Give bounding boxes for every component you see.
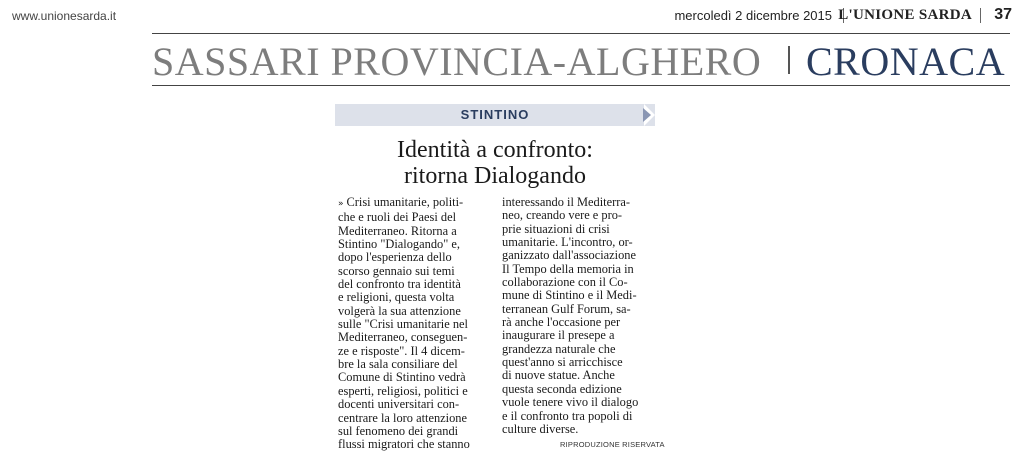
section-title: SASSARI PROVINCIA-ALGHERO <box>152 39 762 84</box>
article-column-1 <box>338 196 488 452</box>
body-line: terranean Gulf Forum, sa- <box>502 302 631 316</box>
header-divider <box>980 8 981 23</box>
body-line: ganizzato dall'associazione <box>502 249 636 263</box>
body-line: vuole tenere vivo il dialogo <box>502 396 639 410</box>
body-line: centrare la loro attenzione <box>338 411 467 425</box>
body-line: Mediterraneo. Ritorna a <box>338 224 457 238</box>
body-line-text: Crisi umanitarie, politi- <box>346 196 464 209</box>
double-chevron-icon: » <box>338 199 344 209</box>
body-line: Il Tempo della memoria in <box>502 262 634 276</box>
body-line: collaborazione con il Co- <box>502 276 628 290</box>
section-category: CRONACA <box>806 39 1006 84</box>
body-line: flussi migratori che stanno <box>338 438 470 452</box>
body-line: Comune di Stintino vedrà <box>338 371 466 385</box>
body-line: ze e risposte". Il 4 dicem- <box>338 344 465 358</box>
body-line: di nuove statue. Anche <box>502 369 615 383</box>
body-line: mune di Stintino e il Medi- <box>502 289 637 303</box>
body-line: docenti universitari con- <box>338 398 460 412</box>
page-header <box>12 6 1012 26</box>
location-tag-label: STINTINO <box>460 107 530 122</box>
body-line: umanitarie. L'incontro, or- <box>502 236 633 250</box>
copyright-notice: RIPRODUZIONE RISERVATA <box>560 440 665 449</box>
arrow-right-icon <box>643 108 651 122</box>
body-line: grandezza naturale che <box>502 342 616 356</box>
body-line: interessando il Mediterra- <box>502 196 630 209</box>
body-line: quest'anno si arricchisce <box>502 356 623 370</box>
body-line: culture diverse. <box>502 422 579 436</box>
location-tag <box>335 104 655 126</box>
body-line: sulle "Crisi umanitarie nel <box>338 318 468 332</box>
body-line: dopo l'esperienza dello <box>338 251 452 265</box>
body-line: sul fenomeno dei grandi <box>338 424 459 438</box>
section-divider <box>788 46 790 74</box>
body-line: Mediterraneo, conseguen- <box>338 331 468 345</box>
body-line: Stintino "Dialogando" e, <box>338 238 460 252</box>
body-line: e religioni, questa volta <box>338 291 455 305</box>
body-line: scorso gennaio sui temi <box>338 264 455 278</box>
body-line: questa seconda edizione <box>502 382 622 396</box>
body-line: esperti, religiosi, politici e <box>338 384 468 398</box>
body-line: neo, creando vere e pro- <box>502 209 623 223</box>
article-column-2 <box>502 196 652 436</box>
body-line: rà anche l'occasione per <box>502 316 621 330</box>
body-line: e il confronto tra popoli di <box>502 409 633 423</box>
section-rule-bottom <box>152 85 1010 86</box>
body-line: bre la sala consiliare del <box>338 358 458 372</box>
page-number: 37 <box>994 6 1012 23</box>
body-line: del confronto tra identità <box>338 278 461 292</box>
site-url[interactable]: www.unionesarda.it <box>12 9 117 23</box>
headline-line: ritorna Dialogando <box>404 163 586 189</box>
section-rule-top <box>152 33 1010 34</box>
publication-name: L'UNIONE SARDA <box>838 7 972 23</box>
body-line: prie situazioni di crisi <box>502 222 610 236</box>
headline-line: Identità a confronto: <box>397 137 593 163</box>
body-line <box>338 196 488 211</box>
body-line: che e ruoli dei Paesi del <box>338 211 457 225</box>
body-line: inaugurare il presepe a <box>502 329 615 343</box>
issue-date: mercoledì 2 dicembre 2015 <box>674 8 832 23</box>
body-line: volgerà la sua attenzione <box>338 304 461 318</box>
